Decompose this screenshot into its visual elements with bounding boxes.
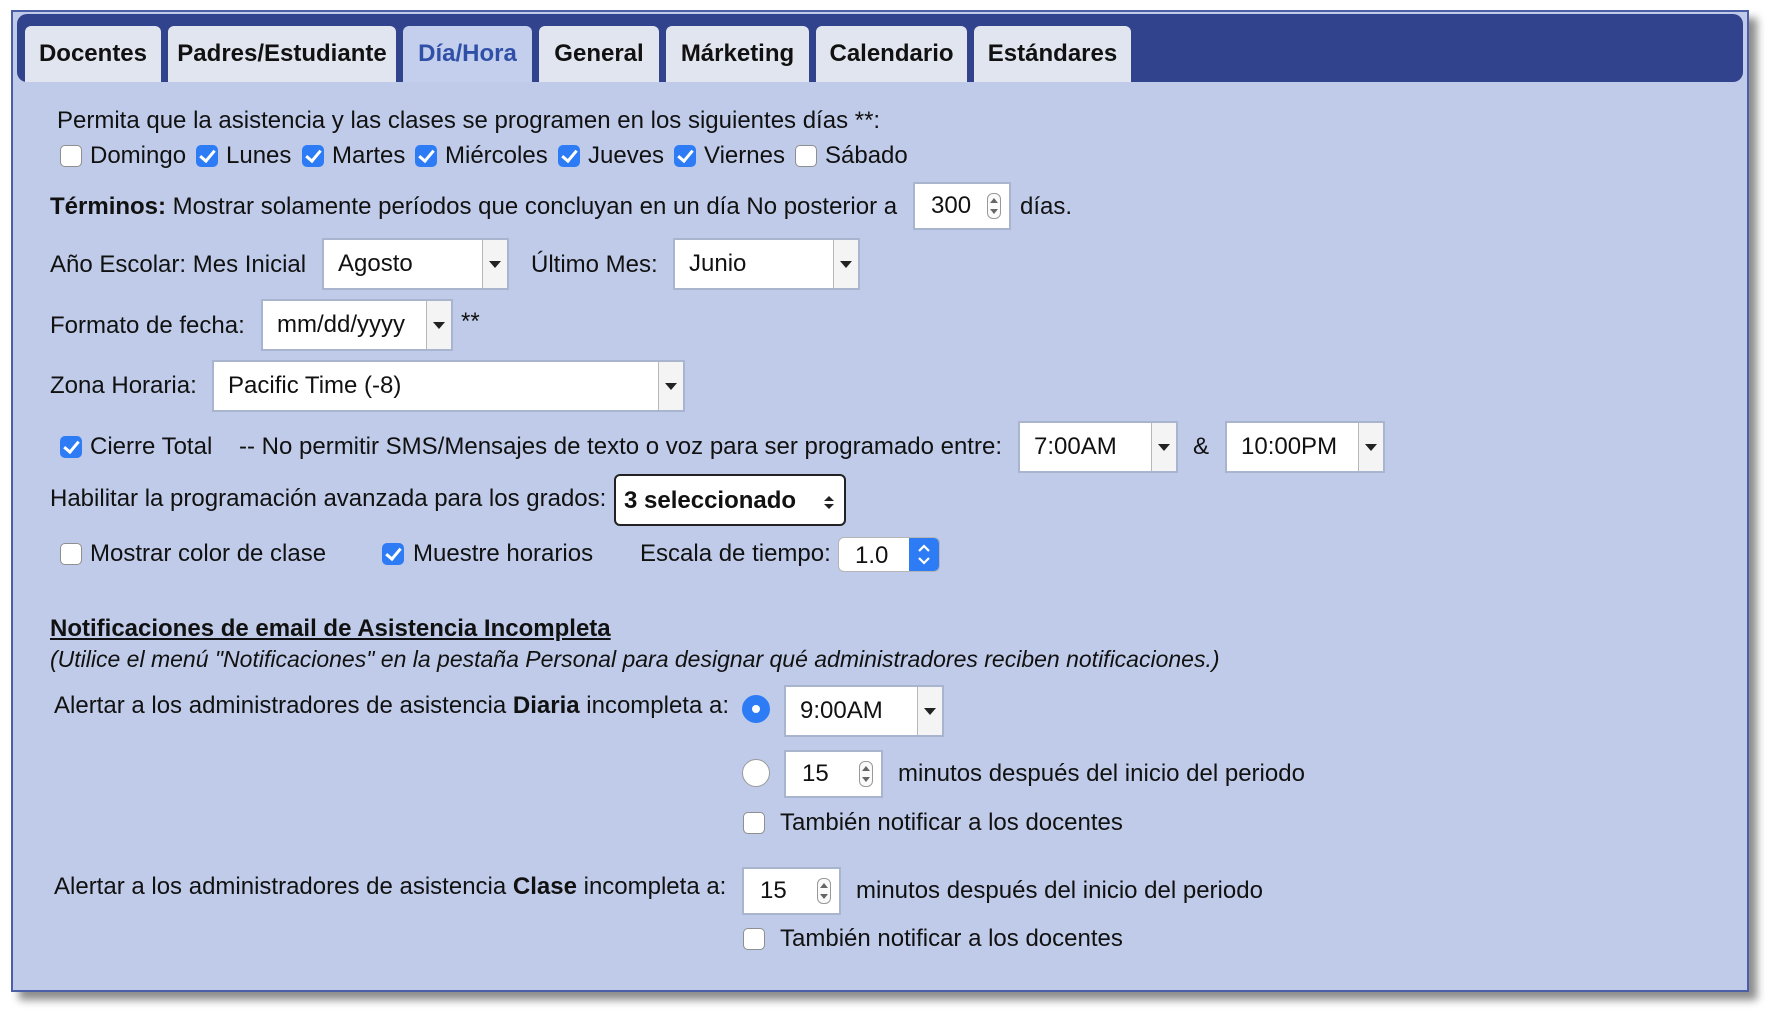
checkbox-martes[interactable] (302, 145, 324, 167)
terms-text (50, 193, 897, 221)
label-sabado: Sábado (825, 142, 908, 169)
radio-daily-time[interactable] (742, 695, 770, 723)
terms-bold-label: Términos: (50, 193, 167, 220)
time-scale-label: Escala de tiempo: (640, 540, 831, 567)
checkbox-show-times[interactable] (382, 543, 404, 565)
daily-minutes-text: minutos después del inicio del periodo (898, 760, 1305, 787)
blackout-amp: & (1193, 433, 1210, 460)
class-minutes-value: 15 (760, 877, 787, 904)
label-viernes: Viernes (704, 142, 785, 169)
label-martes: Martes (332, 142, 406, 169)
terms-days-input[interactable] (913, 182, 1011, 230)
checkbox-viernes[interactable] (674, 145, 696, 167)
checkbox-daily-notify-teachers[interactable] (743, 812, 765, 834)
end-month-label: Último Mes: (531, 251, 658, 278)
date-format-note: ** (461, 308, 480, 335)
class-alert-pre: Alertar a los administradores de asistencia (54, 873, 513, 900)
class-notify-teachers-label: También notificar a los docentes (780, 925, 1123, 952)
timezone-label: Zona Horaria: (50, 372, 197, 399)
class-minutes-text: minutos después del inicio del periodo (856, 877, 1263, 904)
start-month-select[interactable] (322, 238, 509, 290)
daily-alert-bold: Diaria (512, 692, 580, 719)
checkbox-lunes[interactable] (196, 145, 218, 167)
sort-up-icon (824, 496, 834, 501)
sort-down-icon (824, 504, 834, 509)
radio-daily-minutes[interactable] (742, 759, 770, 787)
blackout-end-select[interactable] (1225, 421, 1385, 473)
tab-estandares[interactable]: Estándares (974, 26, 1131, 82)
daily-minutes-value: 15 (802, 760, 829, 787)
stepper-icon[interactable] (987, 193, 1001, 219)
chevron-updown-icon (909, 538, 939, 571)
daily-alert-label (54, 692, 729, 720)
label-domingo: Domingo (90, 142, 187, 169)
daily-alert-post: incompleta a: (579, 692, 730, 719)
chevron-down-icon (1151, 423, 1176, 471)
chevron-down-icon (1358, 423, 1383, 471)
notifications-heading: Notificaciones de email de Asistencia Incompleta (50, 615, 611, 642)
days-intro: Permita que la asistencia y las clases se programen en los siguientes días **: (57, 107, 881, 134)
checkbox-show-class-color[interactable] (60, 543, 82, 565)
daily-notify-teachers-label: También notificar a los docentes (780, 809, 1123, 836)
blackout-text: -- No permitir SMS/Mensajes de texto o voz para ser programado entre: (239, 433, 1002, 460)
show-times-label: Muestre horarios (413, 540, 594, 567)
advanced-grades-value: 3 seleccionado (624, 487, 797, 514)
date-format-value: mm/dd/yyyy (277, 311, 406, 338)
label-lunes: Lunes (226, 142, 292, 169)
class-alert-post: incompleta a: (576, 873, 727, 900)
school-year-label: Año Escolar: Mes Inicial (50, 251, 307, 278)
tab-padres-estudiante[interactable]: Padres/Estudiante (168, 26, 396, 82)
checkbox-domingo[interactable] (60, 145, 82, 167)
daily-alert-pre: Alertar a los administradores de asistencia (54, 692, 513, 719)
date-format-label: Formato de fecha: (50, 312, 245, 339)
daily-time-select[interactable] (784, 685, 944, 737)
tab-marketing[interactable]: Márketing (666, 26, 809, 82)
date-format-select[interactable] (261, 299, 453, 351)
checkbox-miercoles[interactable] (415, 145, 437, 167)
chevron-down-icon (658, 362, 683, 410)
class-alert-bold: Clase (512, 873, 577, 900)
tab-dia-hora[interactable]: Día/Hora (403, 26, 532, 82)
time-scale-value: 1.0 (855, 542, 889, 569)
label-jueves: Jueves (588, 142, 665, 169)
notifications-note: (Utilice el menú "Notificaciones" en la pestaña Personal para designar qué administradores reciben notificaciones.) (50, 646, 1220, 672)
end-month-value: Junio (689, 250, 747, 277)
checkbox-jueves[interactable] (558, 145, 580, 167)
label-miercoles: Miércoles (445, 142, 548, 169)
terms-days-value: 300 (931, 192, 972, 219)
chevron-down-icon (482, 240, 507, 288)
blackout-start-select[interactable] (1018, 421, 1178, 473)
terms-description: Mostrar solamente períodos que concluyan en un día No posterior a (166, 193, 898, 220)
timezone-select[interactable] (212, 360, 685, 412)
daily-time-value: 9:00AM (800, 697, 883, 724)
stepper-icon[interactable] (817, 878, 831, 904)
chevron-down-icon (833, 240, 858, 288)
stepper-icon[interactable] (859, 761, 873, 787)
tab-bar (17, 14, 1743, 82)
blackout-label: Cierre Total (90, 433, 213, 460)
start-month-value: Agosto (338, 250, 413, 277)
show-class-color-label: Mostrar color de clase (90, 540, 327, 567)
terms-suffix: días. (1020, 193, 1073, 220)
end-month-select[interactable] (673, 238, 860, 290)
class-minutes-input[interactable] (742, 867, 841, 915)
time-scale-select[interactable] (838, 537, 940, 572)
chevron-down-icon (917, 687, 942, 735)
tab-calendario[interactable]: Calendario (816, 26, 967, 82)
tab-general[interactable]: General (539, 26, 659, 82)
timezone-value: Pacific Time (-8) (228, 372, 402, 399)
class-alert-label (54, 873, 726, 901)
checkbox-cierre-total[interactable] (60, 436, 82, 458)
chevron-down-icon (426, 301, 451, 349)
blackout-end-value: 10:00PM (1241, 433, 1338, 460)
checkbox-class-notify-teachers[interactable] (743, 928, 765, 950)
checkbox-sabado[interactable] (795, 145, 817, 167)
advanced-label: Habilitar la programación avanzada para los grados: (50, 485, 607, 512)
tab-docentes[interactable]: Docentes (25, 26, 161, 82)
blackout-start-value: 7:00AM (1034, 433, 1117, 460)
daily-minutes-input[interactable] (784, 750, 883, 798)
advanced-grades-select[interactable] (614, 474, 846, 526)
